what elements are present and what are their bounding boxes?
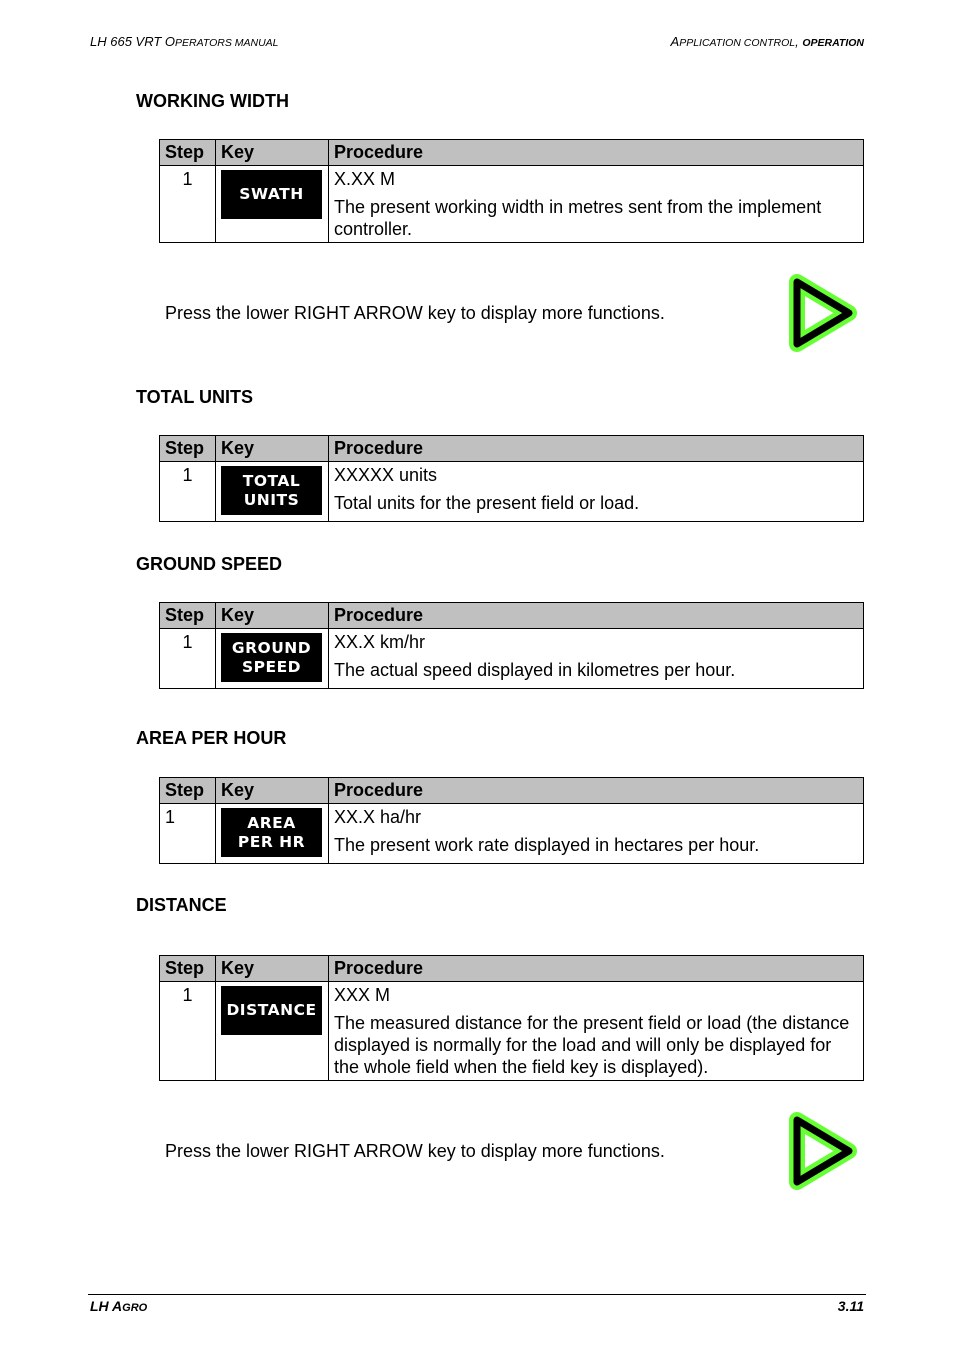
step-number: 1 xyxy=(160,462,216,522)
column-header-procedure: Procedure xyxy=(329,436,864,462)
procedure-cell xyxy=(329,804,864,864)
procedure-table-working-width xyxy=(159,139,864,243)
footer-divider xyxy=(88,1294,866,1295)
key-label-line-2: PER HR xyxy=(237,832,306,851)
header-right-part-b: PPLICATION CONTROL xyxy=(679,37,796,49)
right-arrow-key-icon[interactable] xyxy=(787,272,861,354)
column-header-key: Key xyxy=(216,140,329,166)
right-arrow-note: Press the lower RIGHT ARROW key to display more functions. xyxy=(165,303,665,323)
header-right-part-c: , xyxy=(795,34,803,49)
procedure-cell xyxy=(329,982,864,1081)
procedure-cell xyxy=(329,629,864,689)
procedure-table-total-units xyxy=(159,435,864,522)
column-header-step: Step xyxy=(160,140,216,166)
page-number: 3.11 xyxy=(837,1298,864,1314)
procedure-description: The actual speed displayed in kilometres per hour. xyxy=(334,660,736,680)
column-header-key: Key xyxy=(216,603,329,629)
procedure-value: X.XX M xyxy=(334,169,396,189)
procedure-value: XX.X ha/hr xyxy=(334,807,422,827)
right-arrow-note: Press the lower RIGHT ARROW key to display more functions. xyxy=(165,1141,665,1161)
column-header-key: Key xyxy=(216,436,329,462)
section-title-distance: DISTANCE xyxy=(136,895,227,915)
header-left-part-a: LH 665 VRT O xyxy=(90,34,176,49)
key-label-line-2: UNITS xyxy=(243,490,300,509)
table-row xyxy=(160,982,864,1081)
section-title-total-units: TOTAL UNITS xyxy=(136,387,253,407)
key-cell xyxy=(216,629,329,689)
table-row xyxy=(160,629,864,689)
table-row xyxy=(160,462,864,522)
header-manual-title xyxy=(90,34,279,49)
section-title-working-width: WORKING WIDTH xyxy=(136,91,289,111)
ground-speed-key-button[interactable] xyxy=(221,633,322,682)
step-number: 1 xyxy=(160,629,216,689)
header-right-part-d: OPERATION xyxy=(802,37,864,49)
key-label-line-1: TOTAL xyxy=(242,471,301,490)
column-header-step: Step xyxy=(160,778,216,804)
table-row xyxy=(160,804,864,864)
footer-company-part-b: GRO xyxy=(122,1302,148,1314)
key-label: DISTANCE xyxy=(226,1001,317,1019)
column-header-procedure: Procedure xyxy=(329,778,864,804)
header-section-title xyxy=(671,34,864,49)
procedure-cell xyxy=(329,462,864,522)
footer-company-part-a: LH A xyxy=(90,1298,123,1314)
area-per-hr-key-button[interactable] xyxy=(221,808,322,857)
procedure-description: The present working width in metres sent from the implement controller. xyxy=(334,197,822,239)
procedure-description: Total units for the present field or load. xyxy=(334,493,640,513)
step-number: 1 xyxy=(160,804,216,864)
header-left-part-b: PERATORS MANUAL xyxy=(175,37,279,49)
procedure-table-ground-speed xyxy=(159,602,864,689)
procedure-value: XX.X km/hr xyxy=(334,632,426,652)
footer-company xyxy=(90,1298,147,1314)
column-header-procedure: Procedure xyxy=(329,956,864,982)
table-row xyxy=(160,166,864,243)
procedure-table-distance xyxy=(159,955,864,1081)
procedure-description: The measured distance for the present field or load (the distance displayed is normally for the load and will only be displayed for the whole field when the field key is displayed). xyxy=(334,1013,850,1077)
column-header-key: Key xyxy=(216,778,329,804)
key-label-line-1: GROUND xyxy=(231,638,312,657)
column-header-step: Step xyxy=(160,956,216,982)
right-arrow-key-icon[interactable] xyxy=(787,1110,861,1192)
procedure-value: XXX M xyxy=(334,985,391,1005)
total-units-key-button[interactable] xyxy=(221,466,322,515)
swath-key-button[interactable] xyxy=(221,170,322,219)
section-title-ground-speed: GROUND SPEED xyxy=(136,554,283,574)
procedure-value: XXXXX units xyxy=(334,465,438,485)
header-right-part-a: A xyxy=(670,34,680,49)
column-header-procedure: Procedure xyxy=(329,603,864,629)
key-cell xyxy=(216,462,329,522)
column-header-key: Key xyxy=(216,956,329,982)
procedure-description: The present work rate displayed in hectares per hour. xyxy=(334,835,760,855)
key-cell xyxy=(216,804,329,864)
step-number: 1 xyxy=(160,982,216,1081)
section-title-area-per-hour: AREA PER HOUR xyxy=(136,728,287,748)
key-label-line-1: AREA xyxy=(247,813,296,832)
distance-key-button[interactable] xyxy=(221,986,322,1035)
key-cell xyxy=(216,982,329,1081)
column-header-step: Step xyxy=(160,603,216,629)
step-number: 1 xyxy=(160,166,216,243)
procedure-table-area-per-hour xyxy=(159,777,864,864)
key-label-line-2: SPEED xyxy=(241,657,302,676)
key-label: SWATH xyxy=(239,185,304,203)
procedure-cell xyxy=(329,166,864,243)
key-cell xyxy=(216,166,329,243)
column-header-step: Step xyxy=(160,436,216,462)
column-header-procedure: Procedure xyxy=(329,140,864,166)
